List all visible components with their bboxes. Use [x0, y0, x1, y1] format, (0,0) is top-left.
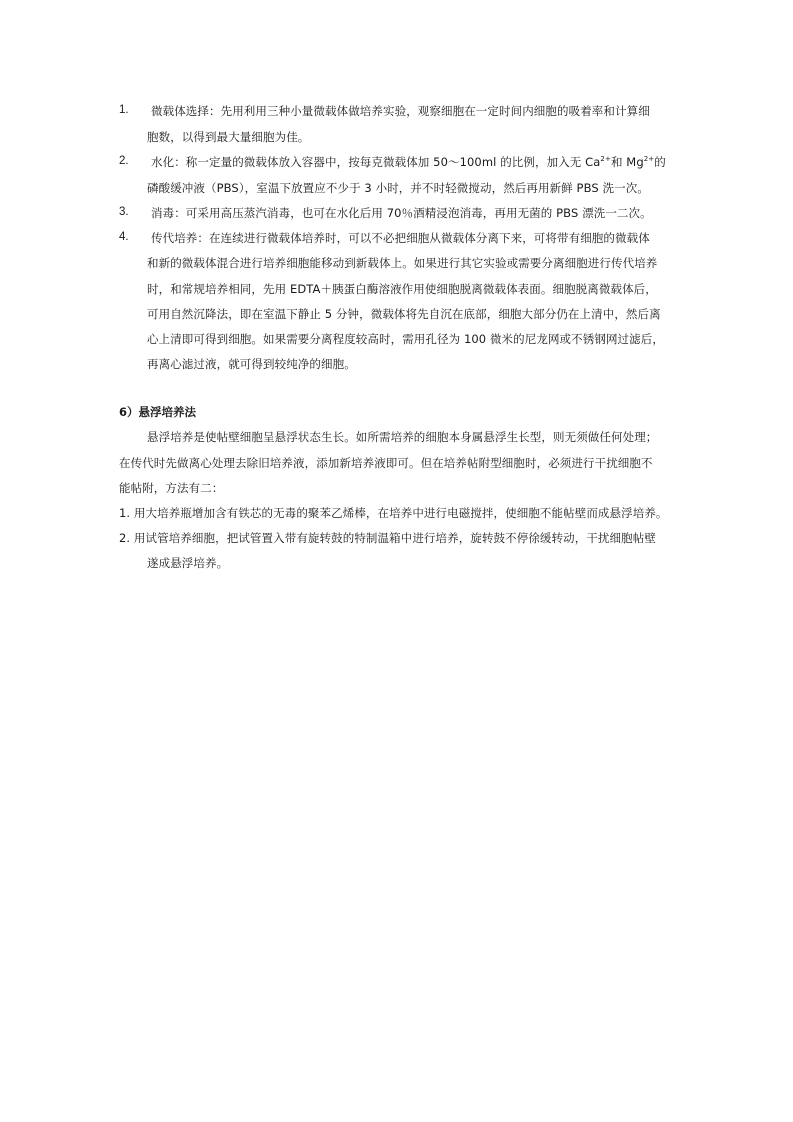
list-number: 3.	[119, 206, 129, 218]
paragraph-line: 能帖附，方法有二：	[119, 481, 224, 495]
list-item-text: 磷酸缓冲液（PBS），室温下放置应不少于 3 小时，并不时轻微搅动，然后再用新鲜 PBS 洗一次。	[147, 181, 649, 195]
section-heading: 6）悬浮培养法	[119, 405, 197, 419]
list-item-text: 再离心滤过液，就可得到较纯净的细胞。	[147, 357, 356, 371]
list-item-text: 传代培养：在连续进行微载体培养时，可以不必把细胞从微载体分离下来，可将带有细胞的微载体	[151, 231, 650, 245]
list-item-text: 胞数，以得到最大量细胞为佳。	[147, 130, 310, 144]
list-item-text: 可用自然沉降法，即在室温下静止 5 分钟，微载体将先自沉在底部，细胞大部分仍在上清中，然后离	[147, 307, 661, 321]
list-item-text: 消毒：可采用高压蒸汽消毒，也可在水化后用 70％酒精浸泡消毒，再用无菌的 PBS 漂洗一二次。	[151, 206, 652, 220]
list-item-text: 时，和常规培养相同，先用 EDTA＋胰蛋白酶溶液作用使细胞脱离微载体表面。细胞脱离微载体后，	[147, 282, 657, 296]
paragraph-line: 悬浮培养是使帖壁细胞呈悬浮状态生长。如所需培养的细胞本身属悬浮生长型，则无须做任何处理；	[147, 430, 658, 444]
method-item-2: 2. 用试管培养细胞，把试管置入带有旋转鼓的特制温箱中进行培养，旋转鼓不停徐缓转动，干扰细胞帖壁	[119, 531, 656, 545]
list-number: 1.	[119, 104, 129, 116]
superscript: 2+	[643, 155, 655, 163]
list-item-text: 和新的微载体混合进行培养细胞能移动到新载体上。如果进行其它实验或需要分离细胞进行传代培养	[147, 256, 658, 270]
list-item-text: 水化：称一定量的微载体放入容器中，按每克微载体加 50～100ml 的比例，加入无 $Ca^{2+}$和 $Mg^{2+}$的	[151, 155, 666, 169]
paragraph-line: 在传代时先做离心处理去除旧培养液，添加新培养液即可。但在培养帖附型细胞时，必须进行干扰细胞不	[119, 456, 653, 470]
superscript: 2+	[600, 155, 611, 163]
method-item-1: 1. 用大培养瓶增加含有铁芯的无毒的聚苯乙烯棒，在培养中进行电磁搅拌，使细胞不能帖壁而成悬浮培养。	[119, 506, 668, 520]
list-item-text: 微载体选择：先用利用三种小量微载体做培养实验，观察细胞在一定时间内细胞的吸着率和计算细	[151, 104, 650, 118]
list-item-text: 心上清即可得到细胞。如果需要分离程度较高时，需用孔径为 100 微米的尼龙网或不锈钢网过滤后，	[147, 332, 664, 346]
method-item-2-cont: 遂成悬浮培养。	[147, 556, 229, 570]
list-number: 4.	[119, 231, 129, 243]
list-number: 2.	[119, 155, 129, 167]
